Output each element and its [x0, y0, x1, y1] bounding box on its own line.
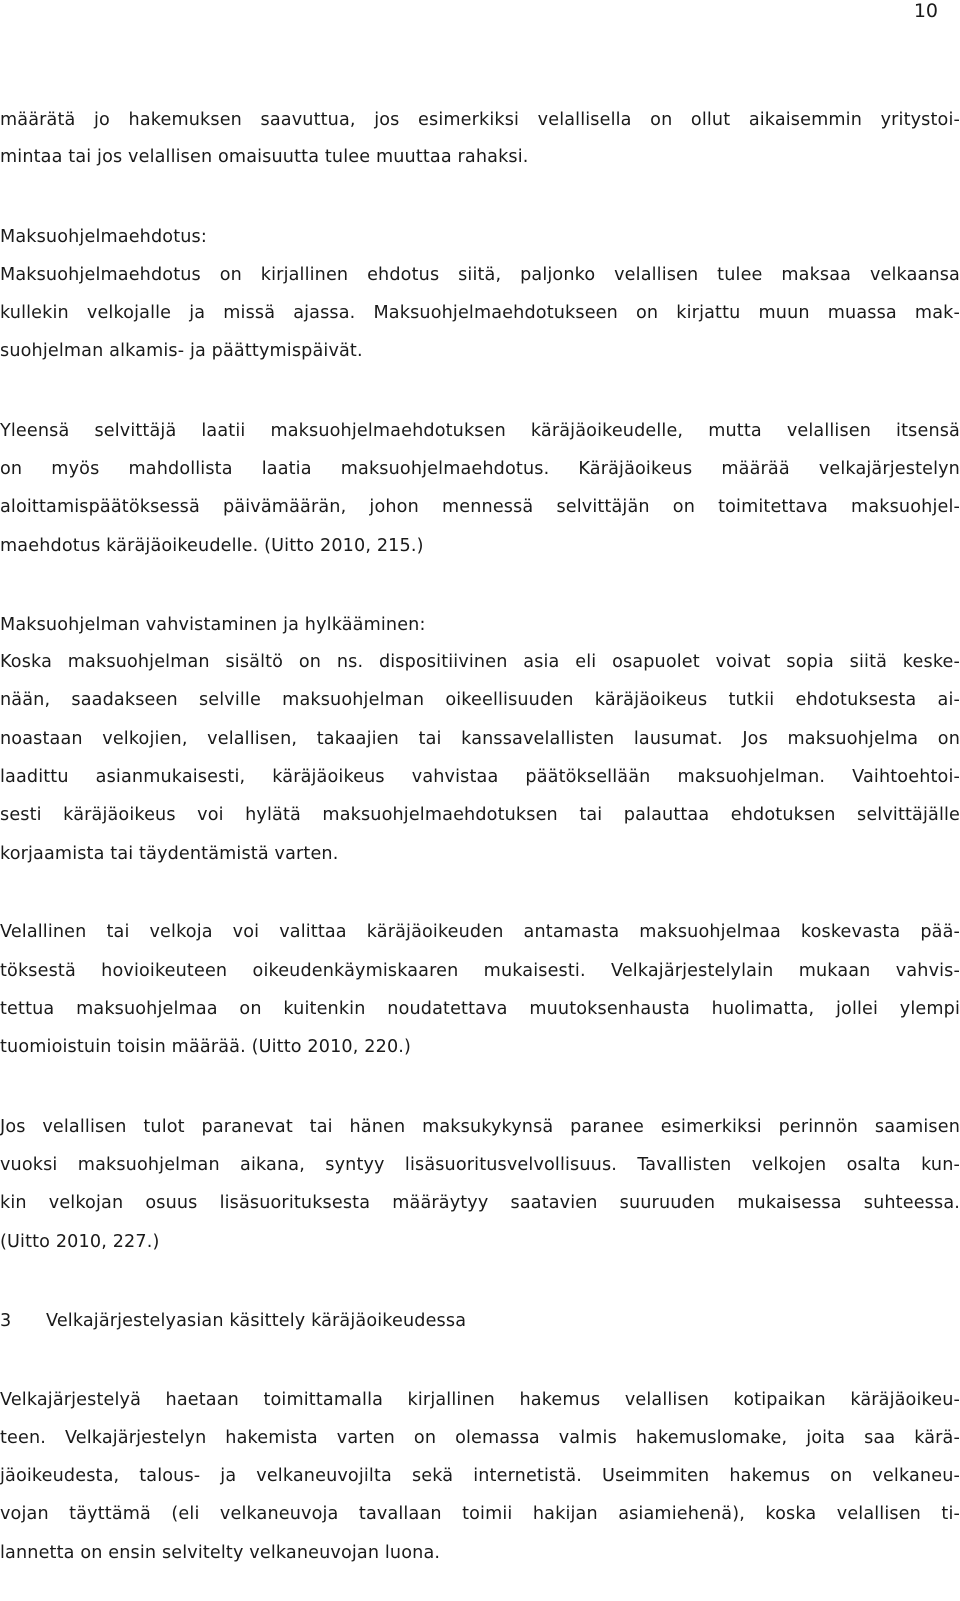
page-number: 10 — [913, 0, 938, 22]
text-line: vuoksi maksuohjelman aikana, syntyy lisäsuoritusvelvollisuus. Tavallisten velkojen osalta kun- — [0, 1155, 960, 1175]
text-line: Jos velallisen tulot paranevat tai hänen maksukykynsä paranee esimerkiksi perinnön saamisen — [0, 1117, 960, 1137]
text-line: sesti käräjäoikeus voi hylätä maksuohjelmaehdotuksen tai palauttaa ehdotuksen selvittäjälle — [0, 805, 960, 825]
text-line: korjaamista tai täydentämistä varten. — [0, 844, 339, 864]
text-line: tuomioistuin toisin määrää. (Uitto 2010, 220.) — [0, 1037, 412, 1057]
text-line: töksestä hovioikeuteen oikeudenkäymiskaaren mukaisesti. Velkajärjestelylain mukaan vahvis- — [0, 961, 960, 981]
text-line: vojan täyttämä (eli velkaneuvoja tavallaan toimii hakijan asiamiehenä), koska velallisen ti- — [0, 1504, 960, 1524]
text-line: aloittamispäätöksessä päivämäärän, johon mennessä selvittäjän on toimitettava maksuohjel- — [0, 497, 960, 517]
text-line: suohjelman alkamis- ja päättymispäivät. — [0, 341, 363, 361]
text-line: nään, saadakseen selville maksuohjelman oikeellisuuden käräjäoikeus tutkii ehdotuksesta ai- — [0, 690, 960, 710]
text-line: mintaa tai jos velallisen omaisuutta tulee muuttaa rahaksi. — [0, 147, 529, 167]
text-line: tettua maksuohjelmaa on kuitenkin noudatettava muutoksenhausta huolimatta, jollei ylempi — [0, 999, 960, 1019]
text-line: noastaan velkojien, velallisen, takaajien tai kanssavelallisten lausumat. Jos maksuohjelma on — [0, 729, 960, 749]
text-line: määrätä jo hakemuksen saavuttua, jos esimerkiksi velallisella on ollut aikaisemmin yritystoi- — [0, 110, 960, 130]
text-line: jäoikeudesta, talous- ja velkaneuvojilta sekä internetistä. Useimmiten hakemus on velkaneu- — [0, 1466, 960, 1486]
text-line: Maksuohjelman vahvistaminen ja hylkääminen: — [0, 615, 426, 635]
text-line: Koska maksuohjelman sisältö on ns. dispositiivinen asia eli osapuolet voivat sopia siitä keske- — [0, 652, 960, 672]
section-number: 3 — [0, 1311, 12, 1331]
text-line: Velkajärjestelyä haetaan toimittamalla kirjallinen hakemus velallisen kotipaikan käräjäoikeu- — [0, 1390, 960, 1410]
text-line: kin velkojan osuus lisäsuorituksesta määräytyy saatavien suuruuden mukaisessa suhteessa. — [0, 1193, 960, 1213]
text-line: teen. Velkajärjestelyn hakemista varten on olemassa valmis hakemuslomake, joita saa kärä- — [0, 1428, 960, 1448]
section-heading — [0, 1310, 960, 1332]
text-line: on myös mahdollista laatia maksuohjelmaehdotus. Käräjäoikeus määrää velkajärjestelyn — [0, 459, 960, 479]
section-title: Velkajärjestelyasian käsittely käräjäoikeudessa — [46, 1311, 467, 1331]
text-line: kullekin velkojalle ja missä ajassa. Maksuohjelmaehdotukseen on kirjattu muun muassa mak- — [0, 303, 960, 323]
text-line: maehdotus käräjäoikeudelle. (Uitto 2010, 215.) — [0, 536, 424, 556]
text-line: laadittu asianmukaisesti, käräjäoikeus vahvistaa päätöksellään maksuohjelman. Vaihtoehtoi- — [0, 767, 960, 787]
text-line: Yleensä selvittäjä laatii maksuohjelmaehdotuksen käräjäoikeudelle, mutta velallisen itsensä — [0, 421, 960, 441]
text-line: Maksuohjelmaehdotus on kirjallinen ehdotus siitä, paljonko velallisen tulee maksaa velkaansa — [0, 265, 960, 285]
text-line: Maksuohjelmaehdotus: — [0, 227, 207, 247]
text-line: Velallinen tai velkoja voi valittaa käräjäoikeuden antamasta maksuohjelmaa koskevasta pää- — [0, 922, 960, 942]
text-line: (Uitto 2010, 227.) — [0, 1232, 160, 1252]
text-line: lannetta on ensin selvitelty velkaneuvojan luona. — [0, 1543, 441, 1563]
